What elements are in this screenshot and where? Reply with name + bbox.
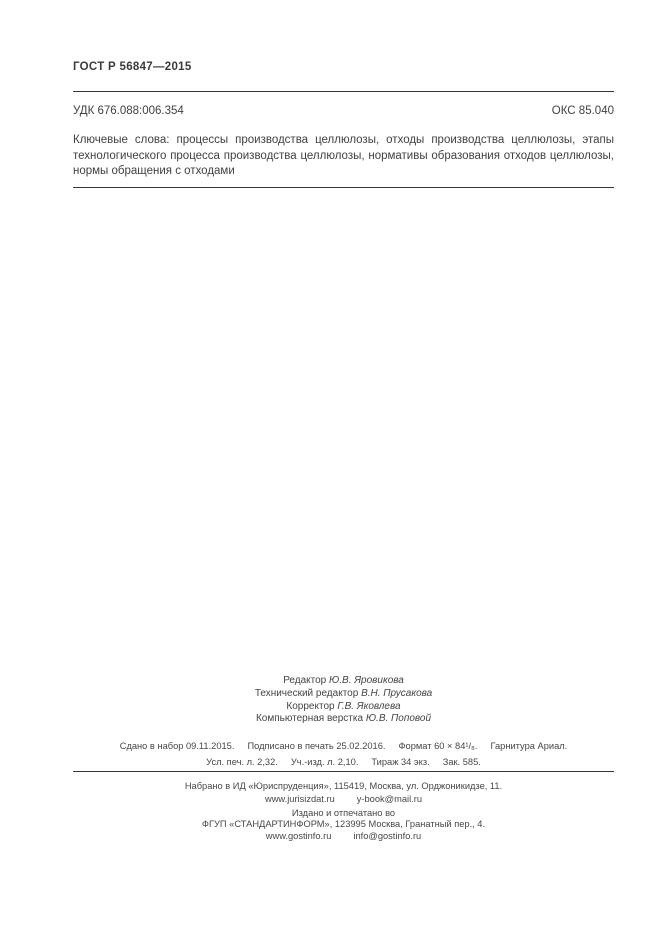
- credit-corrector: [73, 701, 614, 714]
- credit-name: Ю.В. Поповой: [365, 713, 432, 725]
- keywords-paragraph: Ключевые слова: процессы производства целлюлозы, отходы производства целлюлозы, этапы технологического процесса производства целлюлозы, нормативы образования отходов целлюлозы, нормы обращения с отходами: [73, 134, 614, 177]
- credit-technical-editor: [73, 688, 614, 701]
- credit-layout: [73, 713, 614, 726]
- credit-editor: [73, 675, 614, 688]
- udk-code: УДК 676.088:006.354: [73, 105, 184, 117]
- imprint-format: Формат 60 × 84¹/₈.: [398, 741, 478, 751]
- horizontal-rule-keywords: [73, 187, 614, 188]
- printer-links: [73, 831, 614, 841]
- credit-label: Компьютерная верстка: [255, 713, 364, 725]
- oks-code: ОКС 85.040: [551, 105, 614, 117]
- horizontal-rule-top: [73, 91, 614, 92]
- printer-address: ФГУП «СТАНДАРТИНФОРМ», 123995 Москва, Гранатный пер., 4.: [201, 819, 486, 829]
- classification-row: [73, 105, 614, 117]
- credits-block: [73, 675, 614, 726]
- imprint-order-number: Зак. 585.: [442, 757, 481, 767]
- credit-label: Технический редактор: [254, 687, 359, 699]
- imprint-line-2: [73, 757, 614, 767]
- typesetter-address: Набрано в ИД «Юриспруденция», 115419, Москва, ул. Орджоникидзе, 11.: [184, 781, 503, 791]
- imprint-line-1: [73, 741, 614, 751]
- horizontal-rule-imprint: [73, 771, 614, 772]
- typesetter-links: [73, 794, 614, 804]
- credit-name: Ю.В. Яровикова: [329, 675, 404, 686]
- credit-label: Редактор: [283, 675, 327, 686]
- imprint-circulation: Тираж 34 экз.: [371, 757, 430, 767]
- credit-label: Корректор: [286, 700, 335, 712]
- imprint-typeset-date: Сдано в набор 09.11.2015.: [119, 741, 235, 751]
- credit-name: В.Н. Прусакова: [361, 687, 433, 699]
- standard-number: ГОСТ Р 56847—2015: [73, 61, 192, 73]
- imprint-publisher-sheets: Уч.-изд. л. 2,10.: [290, 757, 359, 767]
- credit-name: Г.В. Яковлева: [337, 700, 401, 712]
- printer-email: info@gostinfo.ru: [353, 831, 422, 841]
- printer-website: www.gostinfo.ru: [265, 831, 332, 841]
- printer-intro: Издано и отпечатано во: [291, 808, 396, 818]
- imprint-printed-sheets: Усл. печ. л. 2,32.: [206, 757, 278, 767]
- typesetter-website: www.jurisizdat.ru: [265, 794, 335, 804]
- typesetter-email: y-book@mail.ru: [356, 794, 422, 804]
- imprint-print-date: Подписано в печать 25.02.2016.: [247, 741, 386, 751]
- imprint-typeface: Гарнитура Ариал.: [490, 741, 568, 751]
